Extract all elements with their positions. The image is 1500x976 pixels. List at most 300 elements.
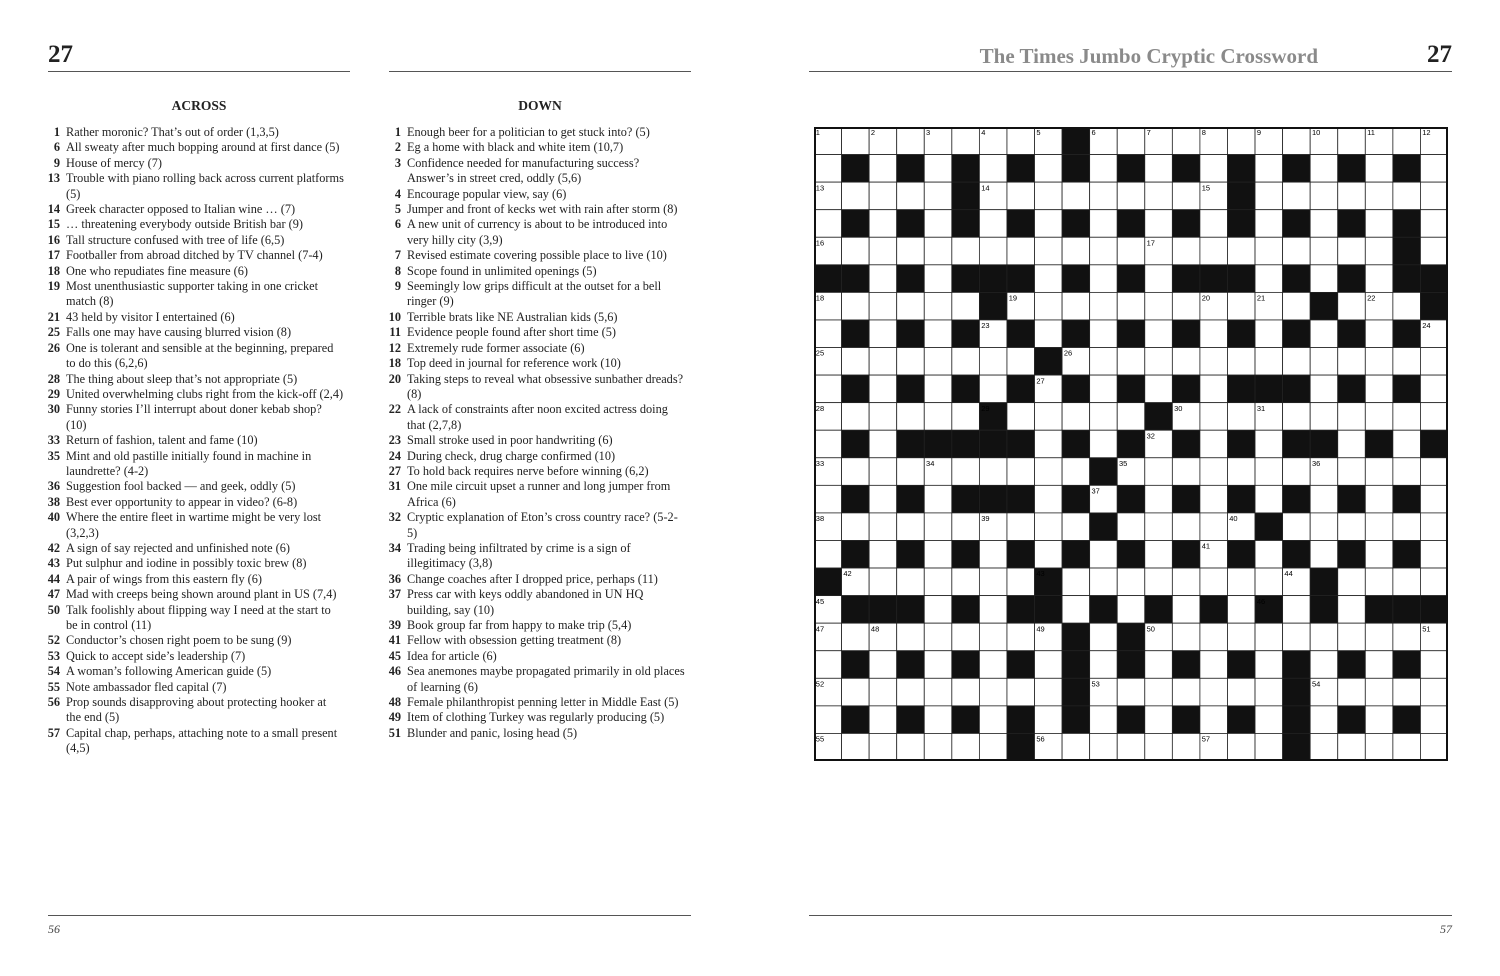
grid-cell[interactable] xyxy=(869,733,897,761)
grid-cell[interactable] xyxy=(1365,237,1393,265)
grid-cell[interactable] xyxy=(897,182,925,210)
grid-cell[interactable] xyxy=(869,182,897,210)
grid-cell[interactable] xyxy=(1062,403,1090,431)
grid-cell[interactable] xyxy=(842,458,870,486)
grid-cell[interactable] xyxy=(924,596,952,624)
grid-cell[interactable] xyxy=(814,375,842,403)
grid-cell[interactable] xyxy=(842,127,870,155)
grid-cell[interactable] xyxy=(979,706,1007,734)
grid-cell[interactable] xyxy=(1338,458,1366,486)
grid-cell[interactable] xyxy=(1420,678,1448,706)
grid-cell[interactable] xyxy=(924,155,952,183)
grid-cell[interactable] xyxy=(1365,182,1393,210)
grid-cell[interactable] xyxy=(1393,733,1421,761)
grid-cell[interactable] xyxy=(1145,733,1173,761)
grid-cell[interactable] xyxy=(1145,155,1173,183)
grid-cell[interactable] xyxy=(1310,320,1338,348)
grid-cell[interactable] xyxy=(1255,651,1283,679)
across-clue[interactable] xyxy=(42,125,344,140)
grid-cell[interactable] xyxy=(1310,237,1338,265)
grid-cell[interactable] xyxy=(1420,182,1448,210)
grid-cell[interactable] xyxy=(1255,540,1283,568)
grid-cell[interactable] xyxy=(1420,540,1448,568)
across-clue[interactable] xyxy=(42,310,344,325)
grid-cell[interactable] xyxy=(1338,733,1366,761)
grid-cell[interactable] xyxy=(1365,210,1393,238)
grid-cell[interactable] xyxy=(1227,568,1255,596)
grid-cell[interactable] xyxy=(1117,733,1145,761)
grid-cell[interactable] xyxy=(1172,127,1200,155)
grid-cell[interactable] xyxy=(1172,596,1200,624)
grid-cell[interactable] xyxy=(924,237,952,265)
down-clue[interactable] xyxy=(383,310,685,325)
grid-cell[interactable] xyxy=(979,540,1007,568)
across-clue[interactable] xyxy=(42,202,344,217)
down-clue[interactable] xyxy=(383,695,685,710)
grid-cell[interactable] xyxy=(869,292,897,320)
grid-cell[interactable] xyxy=(1338,182,1366,210)
grid-cell[interactable] xyxy=(1310,155,1338,183)
grid-cell[interactable] xyxy=(1227,237,1255,265)
across-clue[interactable] xyxy=(42,510,344,541)
grid-cell[interactable] xyxy=(1172,182,1200,210)
grid-cell[interactable] xyxy=(1090,320,1118,348)
grid-cell[interactable] xyxy=(1338,678,1366,706)
grid-cell[interactable] xyxy=(1255,182,1283,210)
grid-cell[interactable] xyxy=(1200,155,1228,183)
grid-cell[interactable] xyxy=(1393,292,1421,320)
grid-cell[interactable] xyxy=(897,513,925,541)
grid-cell[interactable] xyxy=(1365,375,1393,403)
grid-cell[interactable] xyxy=(1035,237,1063,265)
grid-cell[interactable] xyxy=(1310,623,1338,651)
grid-cell[interactable] xyxy=(1172,513,1200,541)
grid-cell[interactable] xyxy=(869,348,897,376)
grid-cell[interactable] xyxy=(1227,348,1255,376)
across-clue[interactable] xyxy=(42,572,344,587)
grid-cell[interactable] xyxy=(1338,513,1366,541)
grid-cell[interactable] xyxy=(1255,568,1283,596)
grid-cell[interactable] xyxy=(1007,127,1035,155)
grid-cell[interactable] xyxy=(1062,733,1090,761)
grid-cell[interactable] xyxy=(814,540,842,568)
grid-cell[interactable] xyxy=(1117,403,1145,431)
grid-cell[interactable] xyxy=(1393,458,1421,486)
down-clue[interactable] xyxy=(383,618,685,633)
across-clue[interactable] xyxy=(42,603,344,634)
grid-cell[interactable] xyxy=(1145,706,1173,734)
grid-cell[interactable] xyxy=(924,540,952,568)
down-clue[interactable] xyxy=(383,202,685,217)
across-clue[interactable] xyxy=(42,449,344,480)
grid-cell[interactable] xyxy=(1145,265,1173,293)
grid-cell[interactable] xyxy=(1310,403,1338,431)
grid-cell[interactable] xyxy=(1255,155,1283,183)
grid-cell[interactable] xyxy=(869,403,897,431)
grid-cell[interactable] xyxy=(1035,513,1063,541)
grid-cell[interactable] xyxy=(1338,596,1366,624)
grid-cell[interactable] xyxy=(1365,651,1393,679)
grid-cell[interactable] xyxy=(1200,513,1228,541)
grid-cell[interactable] xyxy=(1090,210,1118,238)
grid-cell[interactable] xyxy=(1283,127,1311,155)
across-clue[interactable] xyxy=(42,279,344,310)
grid-cell[interactable] xyxy=(979,623,1007,651)
grid-cell[interactable] xyxy=(869,210,897,238)
grid-cell[interactable] xyxy=(1420,568,1448,596)
grid-cell[interactable] xyxy=(1090,706,1118,734)
grid-cell[interactable] xyxy=(1227,678,1255,706)
down-clue[interactable] xyxy=(383,572,685,587)
grid-cell[interactable] xyxy=(1172,458,1200,486)
grid-cell[interactable] xyxy=(1420,458,1448,486)
grid-cell[interactable] xyxy=(1310,265,1338,293)
grid-cell[interactable] xyxy=(1062,237,1090,265)
grid-cell[interactable] xyxy=(1310,182,1338,210)
grid-cell[interactable] xyxy=(1310,348,1338,376)
grid-cell[interactable] xyxy=(869,237,897,265)
grid-cell[interactable] xyxy=(952,733,980,761)
grid-cell[interactable] xyxy=(869,458,897,486)
grid-cell[interactable] xyxy=(1062,292,1090,320)
grid-cell[interactable] xyxy=(1338,127,1366,155)
across-clue[interactable] xyxy=(42,633,344,648)
grid-cell[interactable] xyxy=(1227,733,1255,761)
grid-cell[interactable] xyxy=(1420,733,1448,761)
grid-cell[interactable] xyxy=(1035,485,1063,513)
down-clue[interactable] xyxy=(383,587,685,618)
grid-cell[interactable] xyxy=(952,237,980,265)
grid-cell[interactable] xyxy=(1117,292,1145,320)
grid-cell[interactable] xyxy=(1310,485,1338,513)
grid-cell[interactable] xyxy=(1227,458,1255,486)
grid-cell[interactable] xyxy=(1255,210,1283,238)
grid-cell[interactable] xyxy=(1255,485,1283,513)
grid-cell[interactable] xyxy=(1035,155,1063,183)
grid-cell[interactable] xyxy=(1200,348,1228,376)
across-clue[interactable] xyxy=(42,556,344,571)
across-clue[interactable] xyxy=(42,695,344,726)
grid-cell[interactable] xyxy=(1365,155,1393,183)
grid-cell[interactable] xyxy=(1117,237,1145,265)
down-clue[interactable] xyxy=(383,433,685,448)
across-clue[interactable] xyxy=(42,479,344,494)
grid-cell[interactable] xyxy=(1172,568,1200,596)
grid-cell[interactable] xyxy=(952,292,980,320)
grid-cell[interactable] xyxy=(924,513,952,541)
grid-cell[interactable] xyxy=(842,292,870,320)
grid-cell[interactable] xyxy=(1365,623,1393,651)
grid-cell[interactable] xyxy=(814,155,842,183)
grid-cell[interactable] xyxy=(1172,237,1200,265)
grid-cell[interactable] xyxy=(869,678,897,706)
grid-cell[interactable] xyxy=(869,430,897,458)
down-clue[interactable] xyxy=(383,140,685,155)
grid-cell[interactable] xyxy=(1145,320,1173,348)
across-clue[interactable] xyxy=(42,726,344,757)
grid-cell[interactable] xyxy=(979,733,1007,761)
grid-cell[interactable] xyxy=(1145,485,1173,513)
grid-cell[interactable] xyxy=(1200,623,1228,651)
grid-cell[interactable] xyxy=(1227,596,1255,624)
down-clue[interactable] xyxy=(383,464,685,479)
grid-cell[interactable] xyxy=(1200,458,1228,486)
across-clue[interactable] xyxy=(42,233,344,248)
grid-cell[interactable] xyxy=(1200,403,1228,431)
down-clue[interactable] xyxy=(383,325,685,340)
grid-cell[interactable] xyxy=(1090,237,1118,265)
grid-cell[interactable] xyxy=(814,485,842,513)
grid-cell[interactable] xyxy=(1145,540,1173,568)
grid-cell[interactable] xyxy=(897,292,925,320)
grid-cell[interactable] xyxy=(1338,568,1366,596)
grid-cell[interactable] xyxy=(1062,182,1090,210)
across-clue[interactable] xyxy=(42,325,344,340)
grid-cell[interactable] xyxy=(897,237,925,265)
across-clue[interactable] xyxy=(42,402,344,433)
grid-cell[interactable] xyxy=(979,210,1007,238)
grid-cell[interactable] xyxy=(1420,375,1448,403)
grid-cell[interactable] xyxy=(1062,458,1090,486)
grid-cell[interactable] xyxy=(869,375,897,403)
grid-cell[interactable] xyxy=(952,458,980,486)
down-clue[interactable] xyxy=(383,156,685,187)
grid-cell[interactable] xyxy=(979,678,1007,706)
grid-cell[interactable] xyxy=(952,678,980,706)
grid-cell[interactable] xyxy=(1090,155,1118,183)
grid-cell[interactable] xyxy=(1310,540,1338,568)
across-clue[interactable] xyxy=(42,140,344,155)
grid-cell[interactable] xyxy=(1090,348,1118,376)
grid-cell[interactable] xyxy=(1420,155,1448,183)
down-clue[interactable] xyxy=(383,633,685,648)
grid-cell[interactable] xyxy=(1283,623,1311,651)
grid-cell[interactable] xyxy=(1365,733,1393,761)
grid-cell[interactable] xyxy=(1420,651,1448,679)
grid-cell[interactable] xyxy=(1200,375,1228,403)
grid-cell[interactable] xyxy=(1062,513,1090,541)
grid-cell[interactable] xyxy=(1200,237,1228,265)
grid-cell[interactable] xyxy=(1090,623,1118,651)
grid-cell[interactable] xyxy=(897,678,925,706)
grid-cell[interactable] xyxy=(1035,458,1063,486)
grid-cell[interactable] xyxy=(1090,430,1118,458)
grid-cell[interactable] xyxy=(869,155,897,183)
across-clue[interactable] xyxy=(42,171,344,202)
grid-cell[interactable] xyxy=(1255,623,1283,651)
grid-cell[interactable] xyxy=(1090,540,1118,568)
grid-cell[interactable] xyxy=(1393,568,1421,596)
grid-cell[interactable] xyxy=(1007,237,1035,265)
grid-cell[interactable] xyxy=(1310,513,1338,541)
grid-cell[interactable] xyxy=(1365,678,1393,706)
grid-cell[interactable] xyxy=(1172,623,1200,651)
grid-cell[interactable] xyxy=(869,706,897,734)
grid-cell[interactable] xyxy=(1255,348,1283,376)
down-clue[interactable] xyxy=(383,541,685,572)
grid-cell[interactable] xyxy=(1283,182,1311,210)
grid-cell[interactable] xyxy=(1117,182,1145,210)
grid-cell[interactable] xyxy=(979,237,1007,265)
grid-cell[interactable] xyxy=(924,348,952,376)
grid-cell[interactable] xyxy=(1035,292,1063,320)
grid-cell[interactable] xyxy=(842,678,870,706)
grid-cell[interactable] xyxy=(1062,596,1090,624)
grid-cell[interactable] xyxy=(869,540,897,568)
grid-cell[interactable] xyxy=(1227,292,1255,320)
down-clue[interactable] xyxy=(383,279,685,310)
across-clue[interactable] xyxy=(42,156,344,171)
across-clue[interactable] xyxy=(42,649,344,664)
grid-cell[interactable] xyxy=(1365,485,1393,513)
grid-cell[interactable] xyxy=(1007,678,1035,706)
grid-cell[interactable] xyxy=(1393,348,1421,376)
grid-cell[interactable] xyxy=(979,596,1007,624)
grid-cell[interactable] xyxy=(1365,458,1393,486)
across-clue[interactable] xyxy=(42,541,344,556)
grid-cell[interactable] xyxy=(1090,375,1118,403)
grid-cell[interactable] xyxy=(1145,375,1173,403)
grid-cell[interactable] xyxy=(924,182,952,210)
down-clue[interactable] xyxy=(383,372,685,403)
grid-cell[interactable] xyxy=(1090,568,1118,596)
grid-cell[interactable] xyxy=(1007,458,1035,486)
grid-cell[interactable] xyxy=(1310,706,1338,734)
grid-cell[interactable] xyxy=(1035,651,1063,679)
grid-cell[interactable] xyxy=(924,485,952,513)
grid-cell[interactable] xyxy=(1117,568,1145,596)
grid-cell[interactable] xyxy=(1393,623,1421,651)
grid-cell[interactable] xyxy=(1200,430,1228,458)
grid-cell[interactable] xyxy=(1255,458,1283,486)
grid-cell[interactable] xyxy=(1200,320,1228,348)
down-clue[interactable] xyxy=(383,356,685,371)
grid-cell[interactable] xyxy=(1035,706,1063,734)
across-clue[interactable] xyxy=(42,372,344,387)
grid-cell[interactable] xyxy=(814,651,842,679)
grid-cell[interactable] xyxy=(814,320,842,348)
grid-cell[interactable] xyxy=(1420,348,1448,376)
grid-cell[interactable] xyxy=(1035,320,1063,348)
grid-cell[interactable] xyxy=(1283,237,1311,265)
grid-cell[interactable] xyxy=(1117,513,1145,541)
grid-cell[interactable] xyxy=(1420,706,1448,734)
grid-cell[interactable] xyxy=(1145,568,1173,596)
grid-cell[interactable] xyxy=(1365,265,1393,293)
grid-cell[interactable] xyxy=(1200,651,1228,679)
grid-cell[interactable] xyxy=(979,568,1007,596)
grid-cell[interactable] xyxy=(1283,513,1311,541)
grid-cell[interactable] xyxy=(1007,348,1035,376)
grid-cell[interactable] xyxy=(1035,210,1063,238)
grid-cell[interactable] xyxy=(924,568,952,596)
grid-cell[interactable] xyxy=(1200,210,1228,238)
grid-cell[interactable] xyxy=(952,348,980,376)
grid-cell[interactable] xyxy=(979,458,1007,486)
grid-cell[interactable] xyxy=(1117,348,1145,376)
grid-cell[interactable] xyxy=(869,568,897,596)
grid-cell[interactable] xyxy=(1365,348,1393,376)
grid-cell[interactable] xyxy=(1283,292,1311,320)
grid-cell[interactable] xyxy=(1117,596,1145,624)
grid-cell[interactable] xyxy=(1227,127,1255,155)
grid-cell[interactable] xyxy=(1172,733,1200,761)
grid-cell[interactable] xyxy=(1200,678,1228,706)
grid-cell[interactable] xyxy=(1035,403,1063,431)
across-clue[interactable] xyxy=(42,217,344,232)
grid-cell[interactable] xyxy=(842,513,870,541)
grid-cell[interactable] xyxy=(1255,706,1283,734)
grid-cell[interactable] xyxy=(1035,182,1063,210)
across-clue[interactable] xyxy=(42,341,344,372)
grid-cell[interactable] xyxy=(1090,733,1118,761)
grid-cell[interactable] xyxy=(924,292,952,320)
grid-cell[interactable] xyxy=(814,706,842,734)
down-clue[interactable] xyxy=(383,402,685,433)
grid-cell[interactable] xyxy=(952,403,980,431)
grid-cell[interactable] xyxy=(1227,403,1255,431)
grid-cell[interactable] xyxy=(1145,678,1173,706)
across-clue[interactable] xyxy=(42,664,344,679)
grid-cell[interactable] xyxy=(952,568,980,596)
across-clue[interactable] xyxy=(42,387,344,402)
across-clue[interactable] xyxy=(42,433,344,448)
down-clue[interactable] xyxy=(383,341,685,356)
across-clue[interactable] xyxy=(42,264,344,279)
grid-cell[interactable] xyxy=(1090,182,1118,210)
grid-cell[interactable] xyxy=(1283,403,1311,431)
grid-cell[interactable] xyxy=(1393,182,1421,210)
grid-cell[interactable] xyxy=(869,513,897,541)
grid-cell[interactable] xyxy=(1035,265,1063,293)
grid-cell[interactable] xyxy=(1338,348,1366,376)
grid-cell[interactable] xyxy=(1007,403,1035,431)
down-clue[interactable] xyxy=(383,649,685,664)
grid-cell[interactable] xyxy=(1420,403,1448,431)
grid-cell[interactable] xyxy=(1145,210,1173,238)
grid-cell[interactable] xyxy=(1172,292,1200,320)
across-clue[interactable] xyxy=(42,495,344,510)
grid-cell[interactable] xyxy=(1172,348,1200,376)
grid-cell[interactable] xyxy=(924,403,952,431)
grid-cell[interactable] xyxy=(842,623,870,651)
grid-cell[interactable] xyxy=(1283,348,1311,376)
grid-cell[interactable] xyxy=(1420,485,1448,513)
grid-cell[interactable] xyxy=(979,375,1007,403)
grid-cell[interactable] xyxy=(842,733,870,761)
grid-cell[interactable] xyxy=(924,678,952,706)
grid-cell[interactable] xyxy=(1090,265,1118,293)
grid-cell[interactable] xyxy=(924,623,952,651)
down-clue[interactable] xyxy=(383,217,685,248)
grid-cell[interactable] xyxy=(1145,348,1173,376)
grid-cell[interactable] xyxy=(1338,403,1366,431)
grid-cell[interactable] xyxy=(842,348,870,376)
grid-cell[interactable] xyxy=(979,348,1007,376)
grid-cell[interactable] xyxy=(979,155,1007,183)
grid-cell[interactable] xyxy=(1145,651,1173,679)
grid-cell[interactable] xyxy=(952,513,980,541)
grid-cell[interactable] xyxy=(952,127,980,155)
grid-cell[interactable] xyxy=(1007,568,1035,596)
grid-cell[interactable] xyxy=(924,210,952,238)
grid-cell[interactable] xyxy=(1283,458,1311,486)
grid-cell[interactable] xyxy=(1145,458,1173,486)
grid-cell[interactable] xyxy=(1365,320,1393,348)
grid-cell[interactable] xyxy=(842,182,870,210)
grid-cell[interactable] xyxy=(1365,403,1393,431)
grid-cell[interactable] xyxy=(1090,403,1118,431)
